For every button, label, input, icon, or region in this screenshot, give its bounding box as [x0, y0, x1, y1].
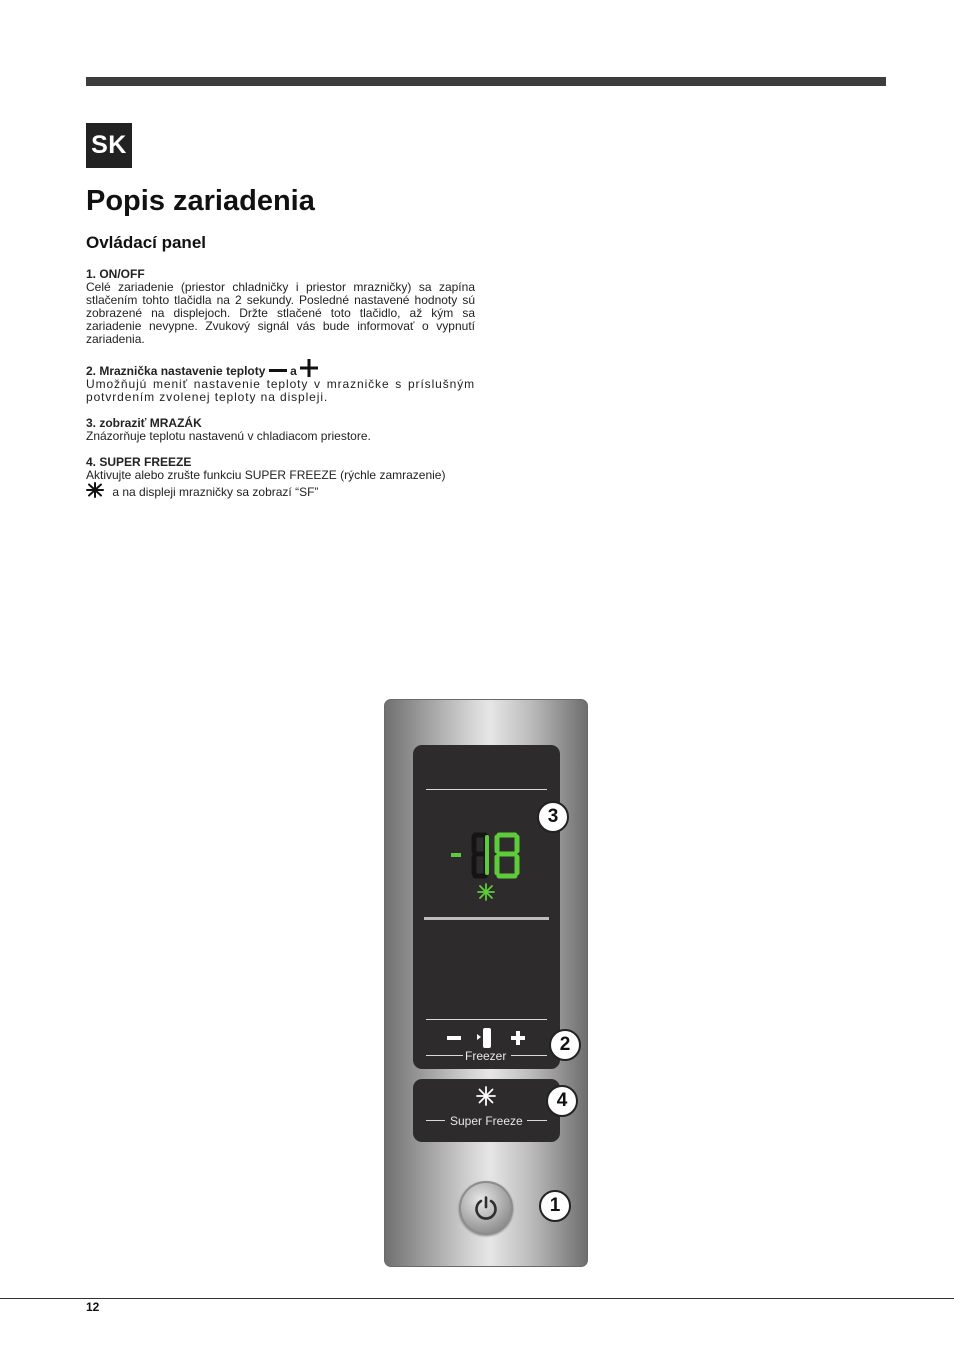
item-body-continued — [86, 482, 475, 499]
divider — [426, 1055, 463, 1056]
top-rule — [86, 77, 886, 86]
item-title: 2. Mraznička nastavenie teploty — [86, 364, 266, 378]
item-title-row — [86, 359, 475, 378]
item-body: a na displeji mrazničky sa zobrazí “SF” — [112, 485, 319, 499]
divider — [424, 917, 549, 920]
language-badge: SK — [86, 123, 132, 168]
section-title: Ovládací panel — [86, 233, 206, 252]
freezer-display — [413, 745, 560, 1069]
page-number: 12 — [86, 1300, 100, 1314]
callout-2: 2 — [549, 1029, 581, 1061]
power-icon — [472, 1194, 500, 1222]
page-title: Popis zariadenia — [86, 185, 315, 217]
item-freezer-temperature — [86, 359, 475, 404]
callout-4: 4 — [546, 1085, 578, 1117]
item-title-conjunction: a — [290, 364, 297, 378]
item-body: Znázorňuje teplotu nastavenú v chladiacom priestore. — [86, 429, 371, 443]
snowflake-icon — [476, 1086, 496, 1106]
item-display-freezer — [86, 417, 475, 443]
callout-1: 1 — [539, 1190, 571, 1222]
divider — [511, 1055, 547, 1056]
callout-3: 3 — [537, 801, 569, 833]
super-freeze-button[interactable] — [413, 1079, 560, 1142]
item-title: 3. zobraziť MRAZÁK — [86, 416, 202, 430]
description-column — [86, 268, 475, 512]
plus-icon[interactable] — [511, 1031, 525, 1045]
item-title: 4. SUPER FREEZE — [86, 455, 192, 469]
divider — [527, 1120, 547, 1121]
freezer-label: Freezer — [465, 1049, 507, 1063]
snowflake-icon — [477, 883, 495, 901]
minus-icon — [269, 365, 287, 377]
divider — [426, 1019, 547, 1020]
super-freeze-label: Super Freeze — [450, 1114, 523, 1128]
footer-rule — [0, 1298, 954, 1299]
item-title: 1. ON/OFF — [86, 267, 145, 281]
minus-icon[interactable] — [447, 1031, 461, 1045]
snowflake-icon — [86, 482, 104, 498]
divider — [426, 789, 547, 790]
temperature-readout — [449, 831, 525, 879]
item-on-off — [86, 268, 475, 346]
divider — [426, 1120, 445, 1121]
item-body: Aktivujte alebo zrušte funkciu SUPER FREEZE (rýchle zamrazenie) — [86, 468, 446, 482]
control-panel — [384, 699, 588, 1267]
item-body: Celé zariadenie (priestor chladničky i priestor mrazničky) sa zapína stlačením tohto tlačidla na 2 sekundy. Posledné nastavené hodnoty sú zobrazené na displejoch. Držte stlačené toto tlačidlo, až kým sa zariadenie nevypne. Zvukový signál vás bude informovať o vypnutí zariadenia. — [86, 280, 475, 346]
item-super-freeze — [86, 456, 475, 499]
power-button[interactable] — [459, 1181, 513, 1235]
plus-icon — [300, 359, 318, 377]
item-body: Umožňujú meniť nastavenie teploty v mrazničke s príslušným potvrdením zvolenej teploty na displeji. — [86, 377, 475, 404]
thermometer-icon — [477, 1027, 493, 1049]
